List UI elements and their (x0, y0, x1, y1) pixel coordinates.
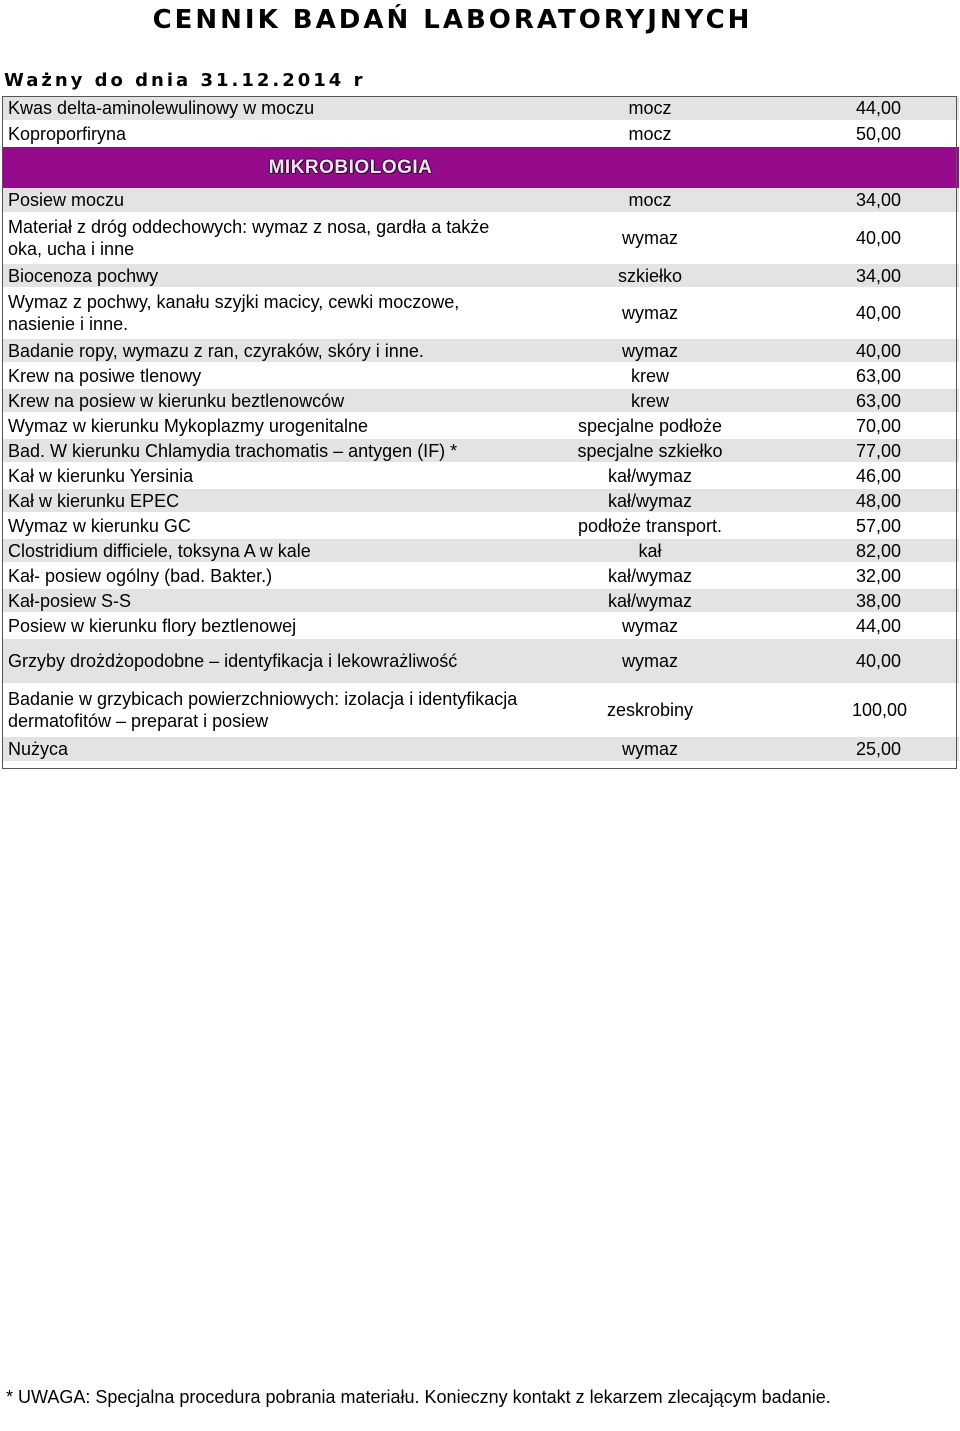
material: specjalne szkiełko (529, 438, 771, 463)
table-row (2, 613, 959, 638)
table-row (2, 363, 959, 388)
test-name: Posiew moczu (2, 188, 529, 213)
test-name: Clostridium difficiele, toksyna A w kale (2, 538, 529, 563)
table-row (2, 438, 959, 463)
price: 40,00 (771, 338, 959, 363)
table-row (2, 488, 959, 513)
table-row (2, 96, 959, 121)
test-name: Kał- posiew ogólny (bad. Bakter.) (2, 563, 529, 588)
table-row (2, 413, 959, 438)
table-row (2, 263, 959, 288)
test-name: Krew na posiew w kierunku beztlenowców (2, 388, 529, 413)
material: wymaz (529, 638, 771, 684)
price: 38,00 (771, 588, 959, 613)
table-row (2, 121, 959, 146)
price: 40,00 (771, 638, 959, 684)
price: 63,00 (771, 363, 959, 388)
material: kał/wymaz (529, 588, 771, 613)
table-row (2, 588, 959, 613)
test-name: Nużyca (2, 736, 529, 761)
material: kał/wymaz (529, 463, 771, 488)
test-name: Badanie ropy, wymazu z ran, czyraków, skóry i inne. (2, 338, 529, 363)
material: szkiełko (529, 263, 771, 288)
material: kał (529, 538, 771, 563)
table-row (2, 188, 959, 213)
price: 70,00 (771, 413, 959, 438)
price: 25,00 (771, 736, 959, 761)
material: kał/wymaz (529, 488, 771, 513)
test-name: Wymaz w kierunku GC (2, 513, 529, 538)
price: 50,00 (771, 121, 959, 146)
table-row (2, 638, 959, 684)
test-name: Grzyby drożdżopodobne – identyfikacja i lekowrażliwość (2, 638, 529, 684)
material: krew (529, 363, 771, 388)
material: krew (529, 388, 771, 413)
table-row (2, 288, 959, 338)
table-row (2, 388, 959, 413)
section-title: MIKROBIOLOGIA (268, 157, 433, 178)
material: kał/wymaz (529, 563, 771, 588)
test-name: Kał w kierunku Yersinia (2, 463, 529, 488)
price: 46,00 (771, 463, 959, 488)
price: 34,00 (771, 263, 959, 288)
price: 44,00 (771, 96, 959, 121)
table-row (2, 513, 959, 538)
test-name: Krew na posiwe tlenowy (2, 363, 529, 388)
price: 77,00 (771, 438, 959, 463)
price: 48,00 (771, 488, 959, 513)
test-name: Posiew w kierunku flory beztlenowej (2, 613, 529, 638)
validity-date: Ważny do dnia 31.12.2014 r (4, 70, 366, 91)
material: mocz (529, 188, 771, 213)
table-row (2, 563, 959, 588)
material: specjalne podłoże (529, 413, 771, 438)
test-name: Biocenoza pochwy (2, 263, 529, 288)
price: 44,00 (771, 613, 959, 638)
table-row (2, 338, 959, 363)
material: podłoże transport. (529, 513, 771, 538)
table-row (2, 213, 959, 263)
price: 82,00 (771, 538, 959, 563)
material: zeskrobiny (529, 684, 771, 736)
material: mocz (529, 96, 771, 121)
section-header (2, 146, 959, 188)
material: wymaz (529, 288, 771, 338)
test-name: Wymaz z pochwy, kanału szyjki macicy, cewki moczowe, nasienie i inne. (2, 288, 529, 338)
price: 40,00 (771, 213, 959, 263)
material: wymaz (529, 213, 771, 263)
table-row (2, 463, 959, 488)
price: 100,00 (771, 684, 959, 736)
material: mocz (529, 121, 771, 146)
test-name: Koproporfiryna (2, 121, 529, 146)
test-name: Kwas delta-aminolewulinowy w moczu (2, 96, 529, 121)
price-table (2, 96, 959, 761)
price: 63,00 (771, 388, 959, 413)
test-name: Wymaz w kierunku Mykoplazmy urogenitalne (2, 413, 529, 438)
test-name: Materiał z dróg oddechowych: wymaz z nosa, gardła a także oka, ucha i inne (2, 213, 529, 263)
test-name: Bad. W kierunku Chlamydia trachomatis – antygen (IF) * (2, 438, 529, 463)
table-row (2, 736, 959, 761)
price: 32,00 (771, 563, 959, 588)
table-row (2, 684, 959, 736)
price: 57,00 (771, 513, 959, 538)
material: wymaz (529, 736, 771, 761)
test-name: Badanie w grzybicach powierzchniowych: izolacja i identyfikacja dermatofitów – preparat i posiew (2, 684, 529, 736)
price: 40,00 (771, 288, 959, 338)
material: wymaz (529, 613, 771, 638)
table-row (2, 538, 959, 563)
material: wymaz (529, 338, 771, 363)
footnote: * UWAGA: Specjalna procedura pobrania materiału. Konieczny kontakt z lekarzem zlecającym badanie. (6, 1387, 831, 1407)
test-name: Kał w kierunku EPEC (2, 488, 529, 513)
test-name: Kał-posiew S-S (2, 588, 529, 613)
price: 34,00 (771, 188, 959, 213)
page-title: CENNIK BADAŃ LABORATORYJNYCH (152, 5, 753, 35)
